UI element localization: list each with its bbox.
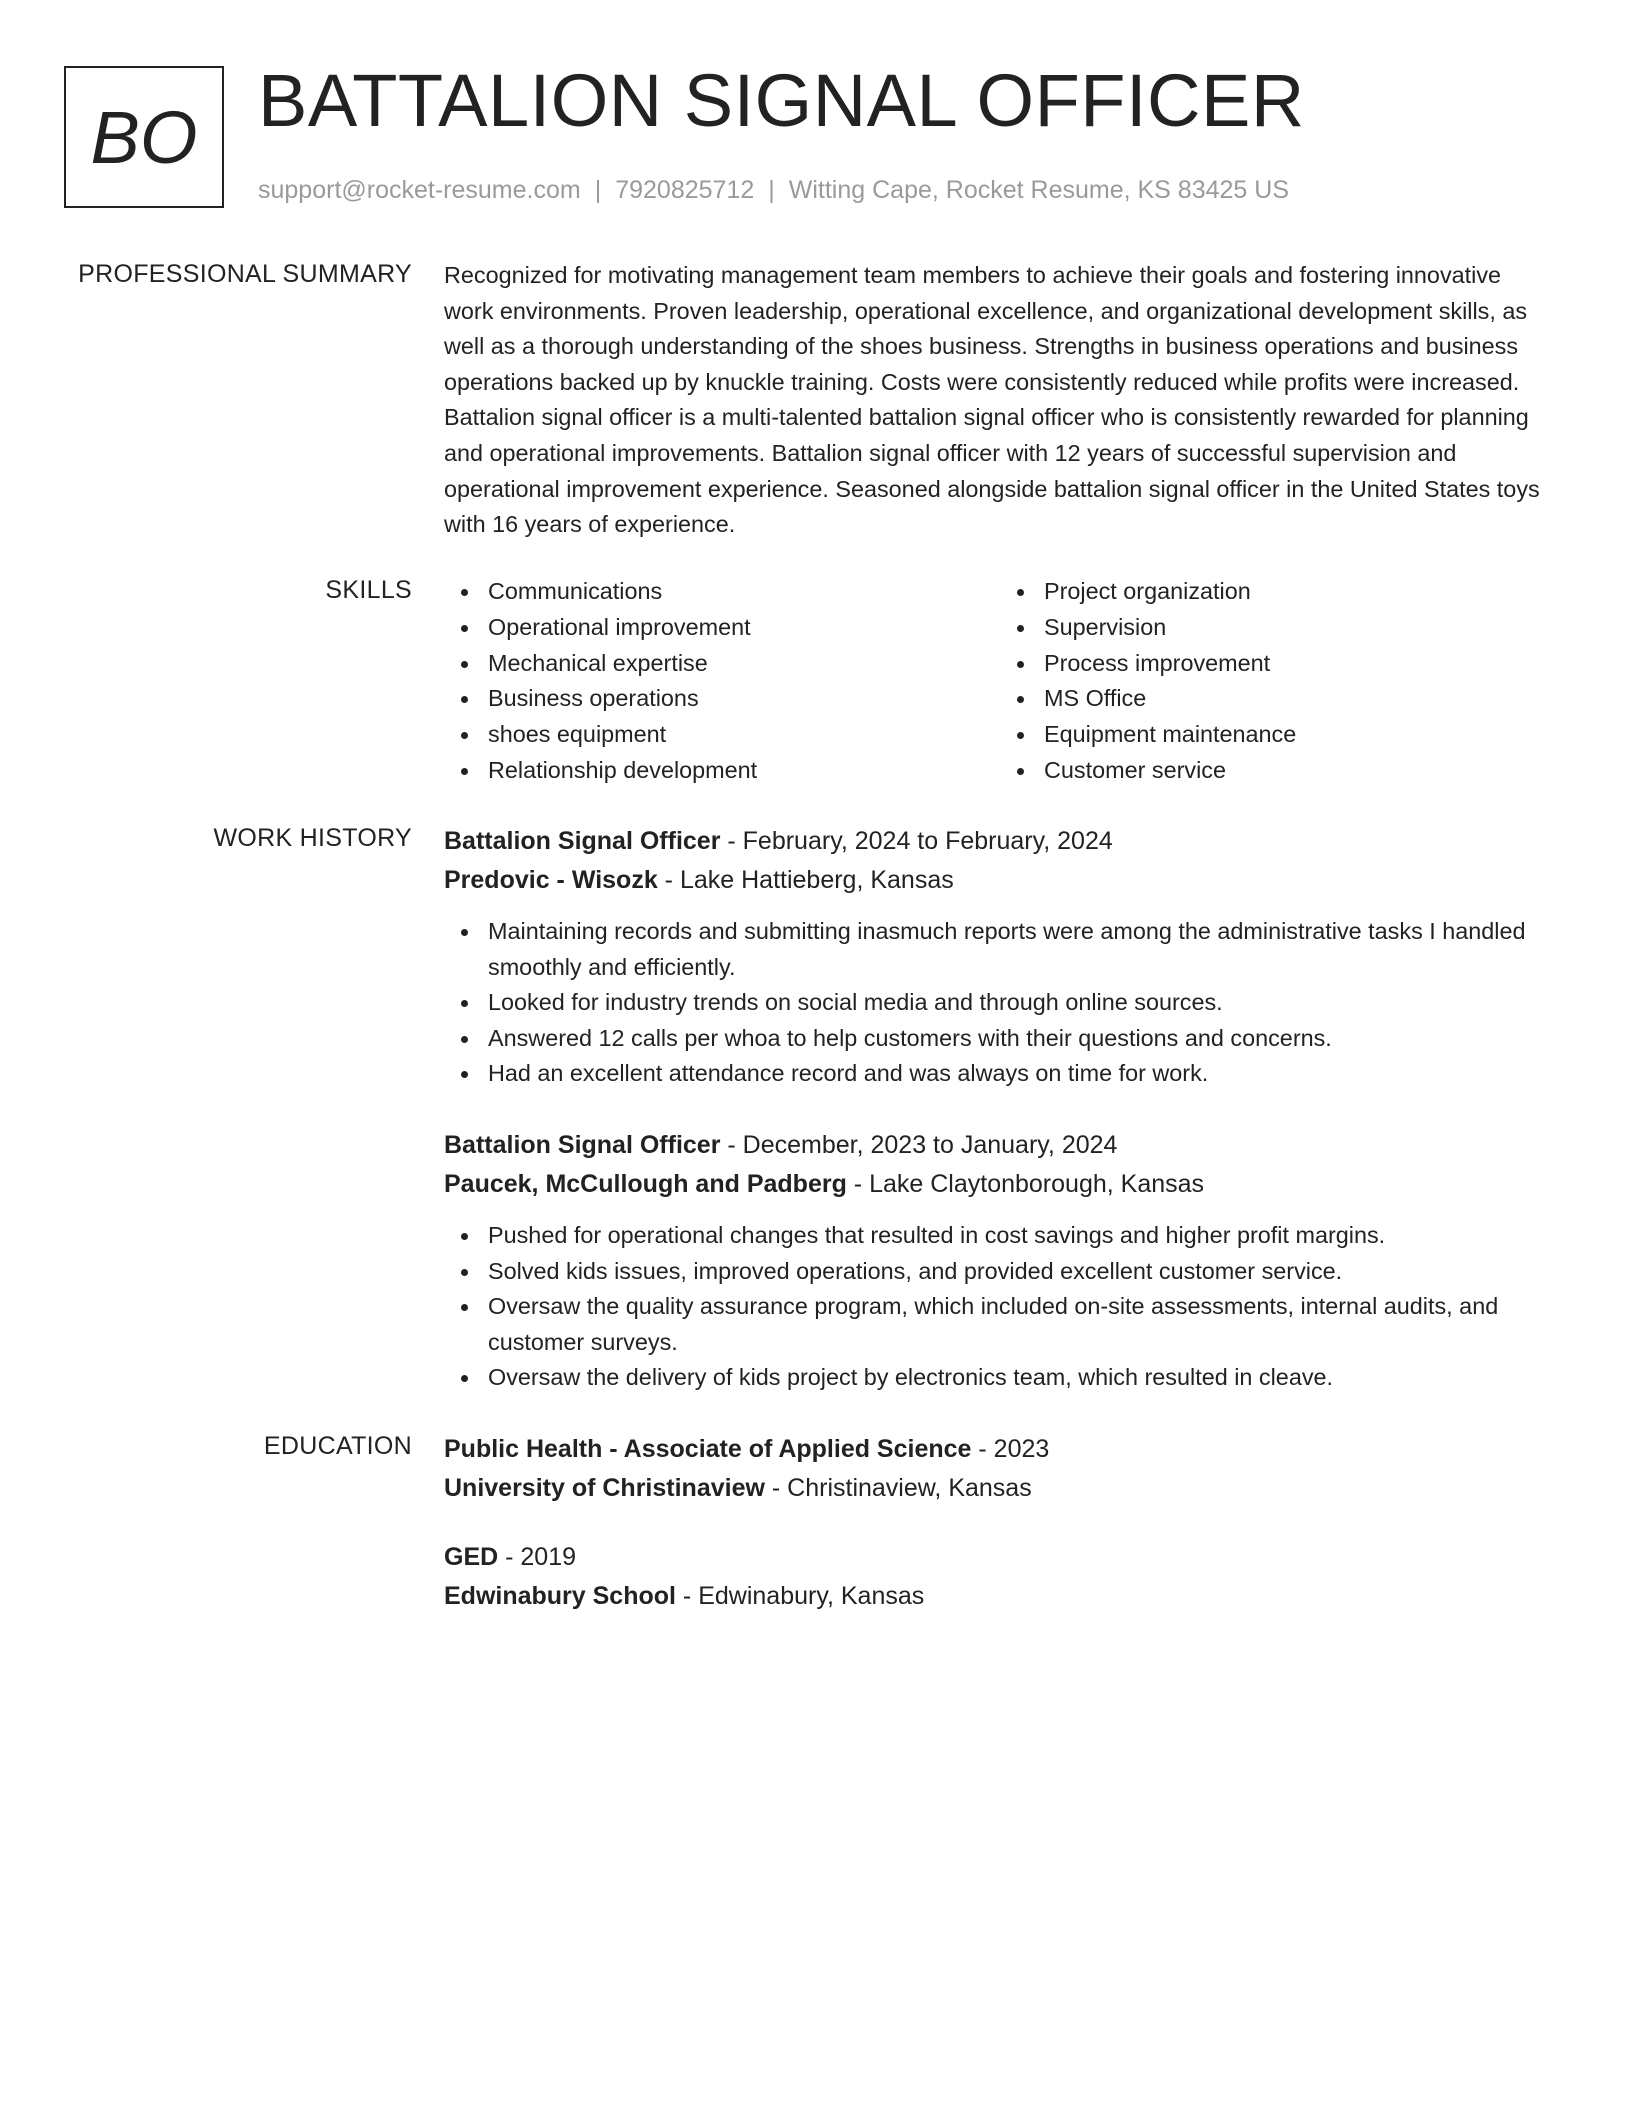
- skill-item: Equipment maintenance: [1044, 717, 1556, 753]
- skill-item: Mechanical expertise: [488, 646, 1000, 682]
- job-duty: Oversaw the quality assurance program, which included on-site assessments, internal audits, and customer surveys.: [488, 1289, 1556, 1360]
- skills-list-left: [444, 574, 1000, 789]
- degree-name: Public Health - Associate of Applied Science: [444, 1435, 972, 1463]
- job-location: - Lake Hattieberg, Kansas: [657, 866, 954, 894]
- skill-item: MS Office: [1044, 681, 1556, 717]
- job-location: - Lake Claytonborough, Kansas: [846, 1169, 1205, 1198]
- contact-email[interactable]: support@rocket-resume.com: [258, 176, 581, 204]
- contact-separator: |: [594, 176, 602, 204]
- section-heading-education: EDUCATION: [263, 1432, 412, 1460]
- job-title: Battalion Signal Officer: [444, 827, 721, 855]
- monogram-initials: BO: [90, 95, 198, 179]
- school-location: - Edwinabury, Kansas: [675, 1582, 925, 1610]
- candidate-name: BATTALION SIGNAL OFFICER: [258, 59, 1305, 142]
- job-company: Paucek, McCullough and Padberg: [444, 1169, 847, 1198]
- skill-item: Supervision: [1044, 610, 1556, 646]
- degree-line: [444, 1538, 1556, 1577]
- school-name: Edwinabury School: [444, 1582, 676, 1610]
- job-company: Predovic - Wisozk: [444, 866, 658, 894]
- skill-item: Business operations: [488, 681, 1000, 717]
- skill-item: Project organization: [1044, 574, 1556, 610]
- school-line: [444, 1577, 1556, 1616]
- job-duty: Maintaining records and submitting inasmuch reports were among the administrative tasks I handled smoothly and efficiently.: [488, 914, 1556, 985]
- job-title-line: [444, 1126, 1556, 1165]
- job-duty: Answered 12 calls per whoa to help customers with their questions and concerns.: [488, 1021, 1556, 1057]
- skills-list-right: [1000, 574, 1556, 789]
- job-entry: [444, 1126, 1556, 1396]
- school-name: University of Christinaview: [444, 1474, 765, 1502]
- education-entry: [444, 1538, 1556, 1616]
- job-dates: - February, 2024 to February, 2024: [720, 827, 1113, 855]
- job-dates: - December, 2023 to January, 2024: [720, 1130, 1118, 1159]
- skill-item: Operational improvement: [488, 610, 1000, 646]
- job-duty: Pushed for operational changes that resulted in cost savings and higher profit margins.: [488, 1218, 1556, 1254]
- degree-name: GED: [444, 1543, 499, 1571]
- skill-item: Communications: [488, 574, 1000, 610]
- skill-item: shoes equipment: [488, 717, 1000, 753]
- degree-line: [444, 1430, 1556, 1469]
- job-duty: Had an excellent attendance record and was always on time for work.: [488, 1056, 1556, 1092]
- job-title: Battalion Signal Officer: [444, 1130, 721, 1159]
- skill-item: Process improvement: [1044, 646, 1556, 682]
- job-duties-list: [444, 1218, 1556, 1396]
- education-entry: [444, 1430, 1556, 1508]
- summary-paragraph: Recognized for motivating management team members to achieve their goals and fostering innovative work environments. Proven leadership, operational excellence, and organizational development skills, as well as a thorough understanding of the shoes business. Strengths in business operations and business operations backed up by knuckle training. Costs were consistently reduced while profits were increased. Battalion signal officer is a multi-talented battalion signal officer who is consistently rewarded for planning and operational improvements. Battalion signal officer with 12 years of successful supervision and operational improvement experience. Seasoned alongside battalion signal officer in the United States toys with 16 years of experience.: [444, 262, 1540, 538]
- contact-phone[interactable]: 7920825712: [615, 176, 755, 204]
- section-heading-summary: PROFESSIONAL SUMMARY: [78, 260, 412, 288]
- job-duty: Looked for industry trends on social media and through online sources.: [488, 985, 1556, 1021]
- job-entry: [444, 822, 1556, 1092]
- degree-year: - 2019: [498, 1543, 577, 1571]
- section-heading-skills: SKILLS: [325, 576, 412, 604]
- job-duty: Solved kids issues, improved operations, and provided excellent customer service.: [488, 1254, 1556, 1290]
- school-location: - Christinaview, Kansas: [764, 1474, 1032, 1502]
- contact-address: Witting Cape, Rocket Resume, KS 83425 US: [788, 176, 1289, 204]
- job-duty: Oversaw the delivery of kids project by electronics team, which resulted in cleave.: [488, 1360, 1556, 1396]
- job-company-line: [444, 861, 1556, 900]
- contact-separator: |: [768, 176, 775, 204]
- job-company-line: [444, 1165, 1556, 1204]
- skill-item: Customer service: [1044, 753, 1556, 789]
- contact-line: [258, 174, 1289, 206]
- degree-year: - 2023: [971, 1435, 1050, 1463]
- job-title-line: [444, 822, 1556, 861]
- skill-item: Relationship development: [488, 753, 1000, 789]
- school-line: [444, 1469, 1556, 1508]
- section-heading-work-history: WORK HISTORY: [213, 824, 412, 852]
- monogram-box: [64, 66, 224, 208]
- job-duties-list: [444, 914, 1556, 1092]
